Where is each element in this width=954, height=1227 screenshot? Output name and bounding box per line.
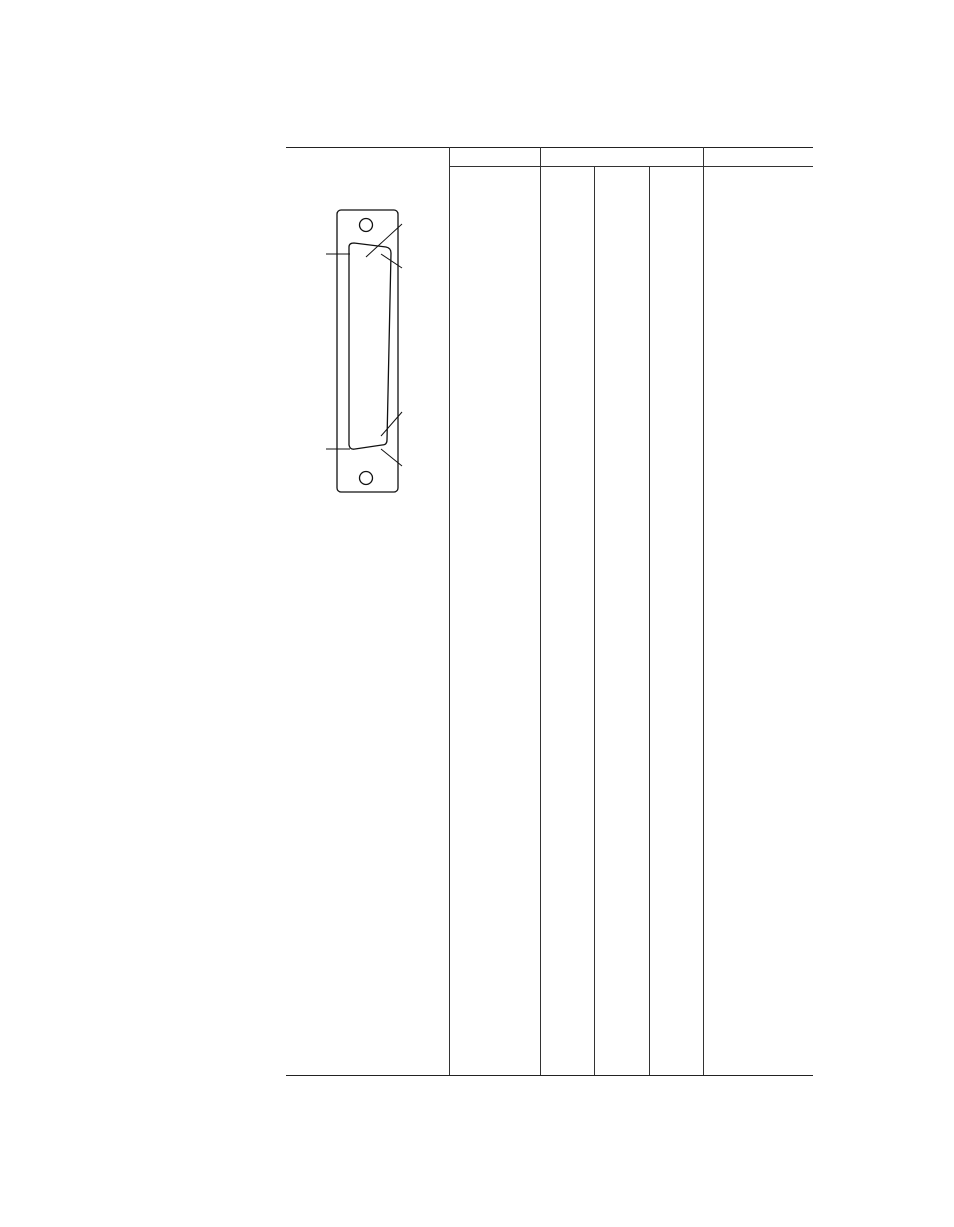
col-divider (649, 166, 650, 1075)
col-divider (703, 147, 704, 1075)
d50-connector-diagram (288, 185, 448, 495)
connector-face (349, 243, 391, 449)
callout-line (381, 412, 402, 436)
callout-line (381, 449, 402, 466)
table-top-rule (286, 147, 813, 148)
col-divider (594, 166, 595, 1075)
table-header-divider (449, 166, 813, 167)
col-divider (540, 147, 541, 1075)
mounting-hole-top (360, 219, 373, 232)
mounting-hole-bottom (360, 472, 373, 485)
col-divider (449, 147, 450, 1075)
table-bottom-rule (286, 1075, 813, 1076)
